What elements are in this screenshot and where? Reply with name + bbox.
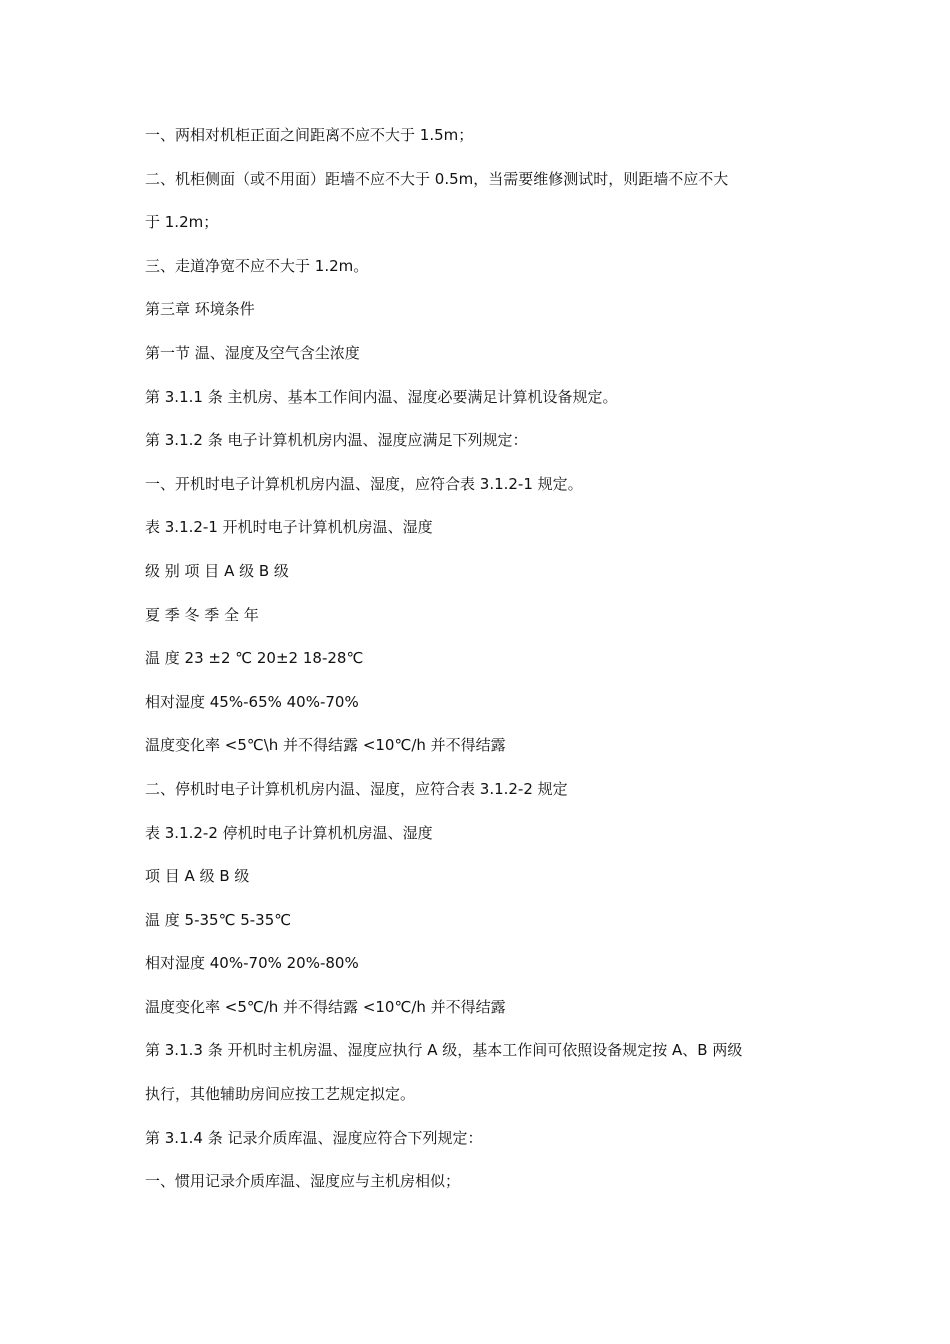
- document-body: [145, 114, 815, 1204]
- table-row: 相对湿度 45%-65% 40%-70%: [145, 692, 359, 711]
- table-row: 温 度 23 ±2 ℃ 20±2 18-28℃: [145, 649, 364, 668]
- table-row: 温度变化率 <5℃/h 并不得结露 <10℃/h 并不得结露: [145, 997, 506, 1016]
- table-row: 夏 季 冬 季 全 年: [145, 605, 259, 624]
- text-line: 一、惯用记录介质库温、湿度应与主机房相似；: [145, 1172, 461, 1191]
- text-line: 一、两相对机柜正面之间距离不应不大于 1.5m；: [145, 126, 474, 144]
- text-line: 二、机柜侧面（或不用面）距墙不应不大于 0.5m，当需要维修测试时，则距墙不应不大: [145, 169, 729, 188]
- section-heading: 第一节 温、湿度及空气含尘浓度: [145, 343, 360, 362]
- text-line: 第 3.1.3 条 开机时主机房温、湿度应执行 A 级，基本工作间可依照设备规定按 A、B 两级: [145, 1041, 743, 1060]
- text-line: 一、开机时电子计算机机房内温、湿度，应符合表 3.1.2-1 规定。: [145, 474, 583, 493]
- table-caption: 表 3.1.2-1 开机时电子计算机机房温、湿度: [145, 518, 433, 537]
- table-row: 项 目 A 级 B 级: [145, 867, 250, 886]
- table-row: 级 别 项 目 A 级 B 级: [145, 561, 289, 580]
- table-row: 相对湿度 40%-70% 20%-80%: [145, 954, 359, 973]
- table-row: 温 度 5-35℃ 5-35℃: [145, 910, 292, 929]
- text-line: 于 1.2m；: [145, 213, 219, 232]
- text-line: 第 3.1.1 条 主机房、基本工作间内温、湿度必要满足计算机设备规定。: [145, 387, 618, 406]
- table-row: 温度变化率 <5℃\h 并不得结露 <10℃/h 并不得结露: [145, 736, 506, 755]
- text-line: 执行，其他辅助房间应按工艺规定拟定。: [145, 1085, 416, 1104]
- text-line: 第 3.1.4 条 记录介质库温、湿度应符合下列规定：: [145, 1128, 483, 1147]
- text-line: 二、停机时电子计算机机房内温、湿度，应符合表 3.1.2-2 规定: [145, 779, 568, 798]
- chapter-heading: 第三章 环境条件: [145, 300, 255, 319]
- text-line: 第 3.1.2 条 电子计算机机房内温、湿度应满足下列规定：: [145, 431, 528, 450]
- table-caption: 表 3.1.2-2 停机时电子计算机机房温、湿度: [145, 823, 433, 842]
- text-line: 三、走道净宽不应不大于 1.2m。: [145, 256, 369, 275]
